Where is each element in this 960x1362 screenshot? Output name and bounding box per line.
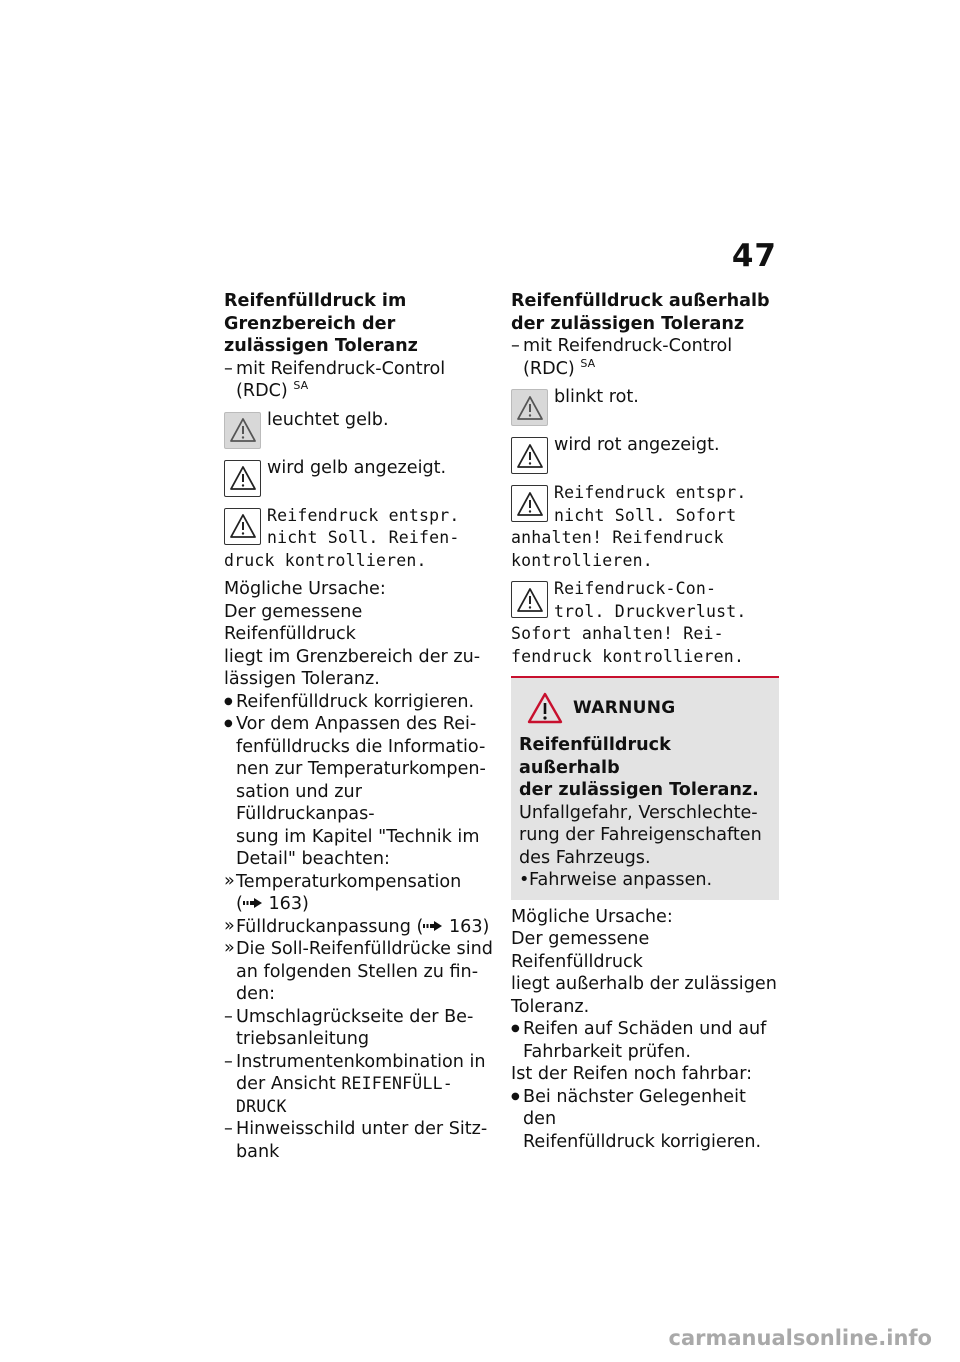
indicator-text: wird gelb angezeigt.: [267, 457, 447, 478]
right-column: [511, 290, 779, 1153]
bullet-item: ● Vor dem Anpassen des Rei- fenfülldrucks die Informatio- nen zur Temperaturkompen- sation und zur Fülldruckanpas- sung im Kapitel "Technik im Detail" beachten:: [224, 713, 494, 871]
warning-triangle-icon: [224, 412, 261, 449]
warning-triangle-icon: [511, 437, 548, 474]
warning-triangle-icon: [511, 389, 548, 426]
page-reference-arrow-icon: [423, 921, 443, 931]
section-heading-grenzbereich: Reifenfülldruck im Grenzbereich der zulässigen Toleranz: [224, 291, 418, 356]
warning-box: [511, 676, 779, 900]
cause-label: Mögliche Ursache:: [224, 579, 386, 599]
bullet-item: ● Reifenfülldruck korrigieren.: [224, 691, 494, 714]
cross-reference-target-pressures: » Die Soll-Reifenfülldrücke sind an folgenden Stellen zu fin- den:: [224, 938, 494, 1006]
warning-triangle-icon: [511, 485, 548, 522]
cross-reference-temperature[interactable]: » Temperaturkompensation ( 163): [224, 871, 494, 916]
page-reference-arrow-icon: [243, 898, 263, 908]
cross-reference-filling-pressure[interactable]: » Fülldruckanpassung ( 163): [224, 916, 494, 939]
left-column: [224, 290, 494, 1163]
indicator-row-red-light: [511, 386, 779, 428]
warning-triangle-icon: [224, 460, 261, 497]
page-number: 47: [731, 238, 777, 274]
watermark-text: carmanualsonline.info: [668, 1326, 932, 1350]
warning-triangle-icon: [527, 692, 563, 724]
indicator-row-yellow-display: [224, 457, 494, 499]
indicator-row-red-display: [511, 434, 779, 476]
location-item: – Umschlagrückseite der Be- triebsanleitung: [224, 1006, 494, 1051]
warning-text: Unfallgefahr, Verschlechte- rung der Fahreigenschaften des Fahrzeugs.: [519, 802, 762, 868]
location-item: – Instrumentenkombination in der Ansicht REIFENFÜLL- DRUCK: [224, 1051, 494, 1119]
display-message-row: Reifendruck entspr. nicht Soll. Sofort anhalten! Reifendruck kontrollieren.: [511, 483, 747, 570]
question-text: Ist der Reifen noch fahrbar:: [511, 1064, 753, 1084]
warning-header: [519, 692, 771, 724]
warning-triangle-icon: [224, 508, 261, 545]
display-message-row: Reifendruck entspr. nicht Soll. Reifen- druck kontrollieren.: [224, 505, 460, 570]
bullet-item: ● Bei nächster Gelegenheit den Reifenfülldruck korrigieren.: [511, 1086, 779, 1154]
warning-heading: Reifenfülldruck außerhalb der zulässigen Toleranz.: [519, 735, 759, 800]
warning-title: WARNUNG: [573, 697, 676, 718]
section-heading-ausserhalb: Reifenfülldruck außerhalb der zulässigen Toleranz: [511, 291, 770, 334]
bullet-item: ● Reifen auf Schäden und auf Fahrbarkeit prüfen.: [511, 1018, 779, 1063]
cause-label: Mögliche Ursache:: [511, 906, 673, 927]
indicator-text: wird rot angezeigt.: [554, 435, 720, 455]
condition-rdc: – mit Reifendruck-Control (RDC) $^{SA}$: [511, 335, 779, 380]
condition-rdc: – mit Reifendruck-Control (RDC) $^{SA}$: [224, 358, 494, 403]
warning-triangle-icon: [511, 581, 548, 618]
indicator-row-yellow-light: [224, 409, 494, 451]
indicator-text: blinkt rot.: [554, 387, 639, 407]
cause-text: Der gemessene Reifenfülldruck liegt außerhalb der zulässigen Toleranz.: [511, 929, 777, 1017]
indicator-text: leuchtet gelb.: [267, 409, 389, 430]
display-message-row: Reifendruck-Con- trol. Druckverlust. Sofort anhalten! Rei- fendruck kontrollieren.: [511, 579, 747, 666]
warning-bullet: • Fahrweise anpassen.: [519, 869, 771, 892]
location-item: – Hinweisschild unter der Sitz- bank: [224, 1118, 494, 1163]
cause-text: Der gemessene Reifenfülldruck liegt im Grenzbereich der zu- lässigen Toleranz.: [224, 601, 481, 689]
